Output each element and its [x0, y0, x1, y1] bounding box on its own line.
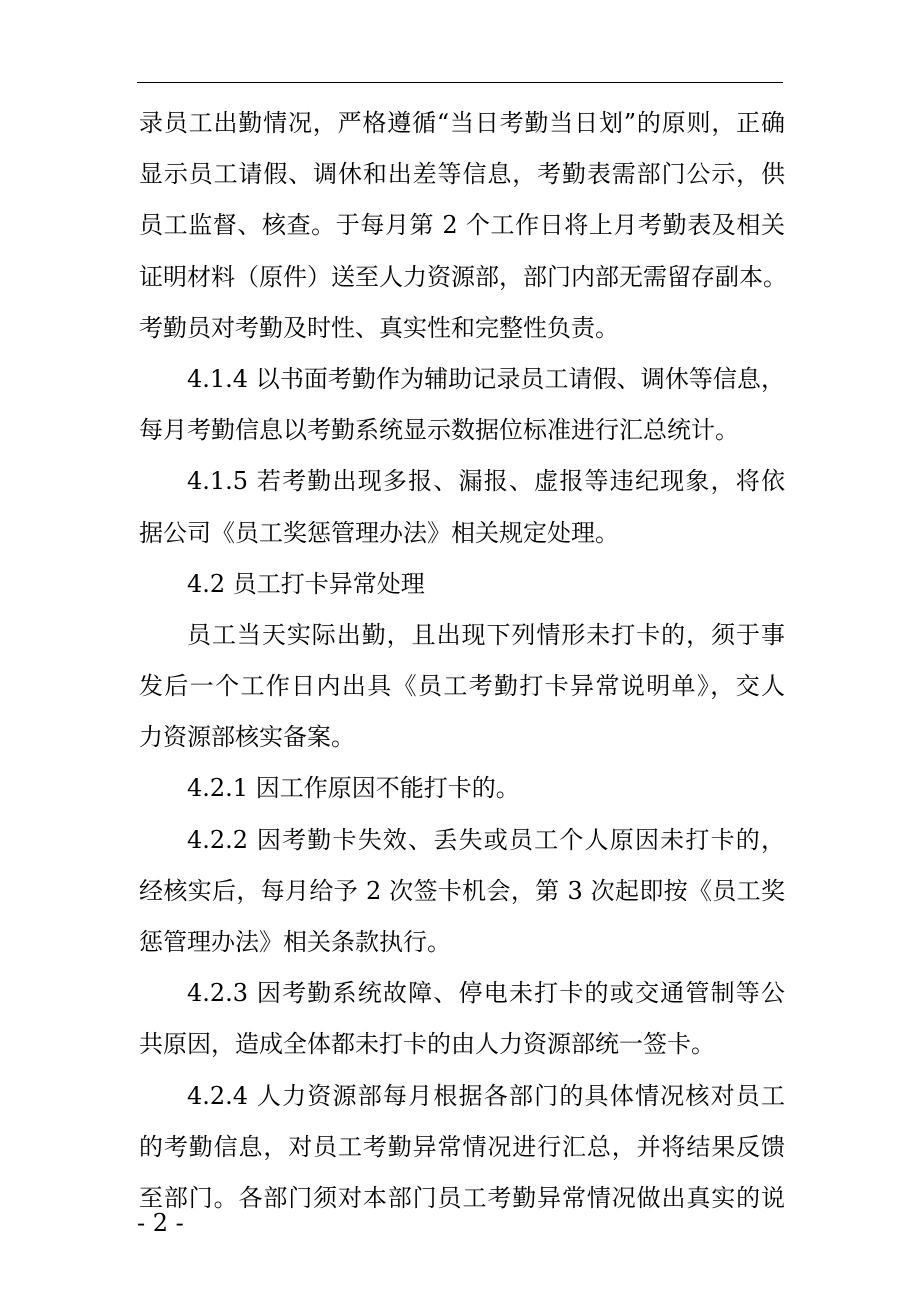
- text-line: 据公司《员工奖惩管理办法》相关规定处理。: [139, 518, 619, 547]
- text-line: 员工监督、核查。于每月第 2 个工作日将上月考勤表及相关: [139, 211, 785, 240]
- text-line: 证明材料（原件）送至人力资源部，部门内部无需留存副本。: [139, 262, 787, 291]
- section-4-1-5: 4.1.5 若考勤出现多报、漏报、虚报等违纪现象，将依: [187, 467, 785, 496]
- text-line: 显示员工请假、调休和出差等信息，考勤表需部门公示，供: [139, 160, 785, 189]
- text-line: 共原因，造成全体都未打卡的由人力资源部统一签卡。: [139, 1030, 715, 1059]
- header-rule: [137, 82, 783, 83]
- text-line: 每月考勤信息以考勤系统显示数据位标准进行汇总统计。: [139, 416, 739, 445]
- text-line: 至部门。各部门须对本部门员工考勤异常情况做出真实的说: [139, 1183, 785, 1212]
- section-4-1-4: 4.1.4 以书面考勤作为辅助记录员工请假、调休等信息，: [187, 364, 785, 393]
- text-line: 发后一个工作日内出具《员工考勤打卡异常说明单》，交人: [139, 672, 785, 701]
- text-line: 力资源部核实备案。: [139, 723, 355, 752]
- page-number: - 2 -: [137, 1209, 184, 1237]
- text-line: 经核实后，每月给予 2 次签卡机会，第 3 次起即按《员工奖: [139, 876, 785, 905]
- section-4-2-4: 4.2.4 人力资源部每月根据各部门的具体情况核对员工: [187, 1081, 785, 1110]
- section-4-2-2: 4.2.2 因考勤卡失效、丢失或员工个人原因未打卡的，: [187, 825, 785, 854]
- text-line: 录员工出勤情况，严格遵循“当日考勤当日划”的原则，正确: [139, 109, 785, 137]
- text-line: 惩管理办法》相关条款执行。: [139, 928, 451, 956]
- body-text: [139, 98, 785, 1224]
- section-4-2-1: 4.2.1 因工作原因不能打卡的。: [187, 774, 520, 803]
- section-4-2-3: 4.2.3 因考勤系统故障、停电未打卡的或交通管制等公: [187, 979, 785, 1008]
- section-4-2-heading: 4.2 员工打卡异常处理: [187, 569, 425, 598]
- text-line: 考勤员对考勤及时性、真实性和完整性负责。: [139, 313, 619, 342]
- text-line: 员工当天实际出勤，且出现下列情形未打卡的，须于事: [187, 620, 785, 649]
- text-line: 的考勤信息，对员工考勤异常情况进行汇总，并将结果反馈: [139, 1132, 785, 1161]
